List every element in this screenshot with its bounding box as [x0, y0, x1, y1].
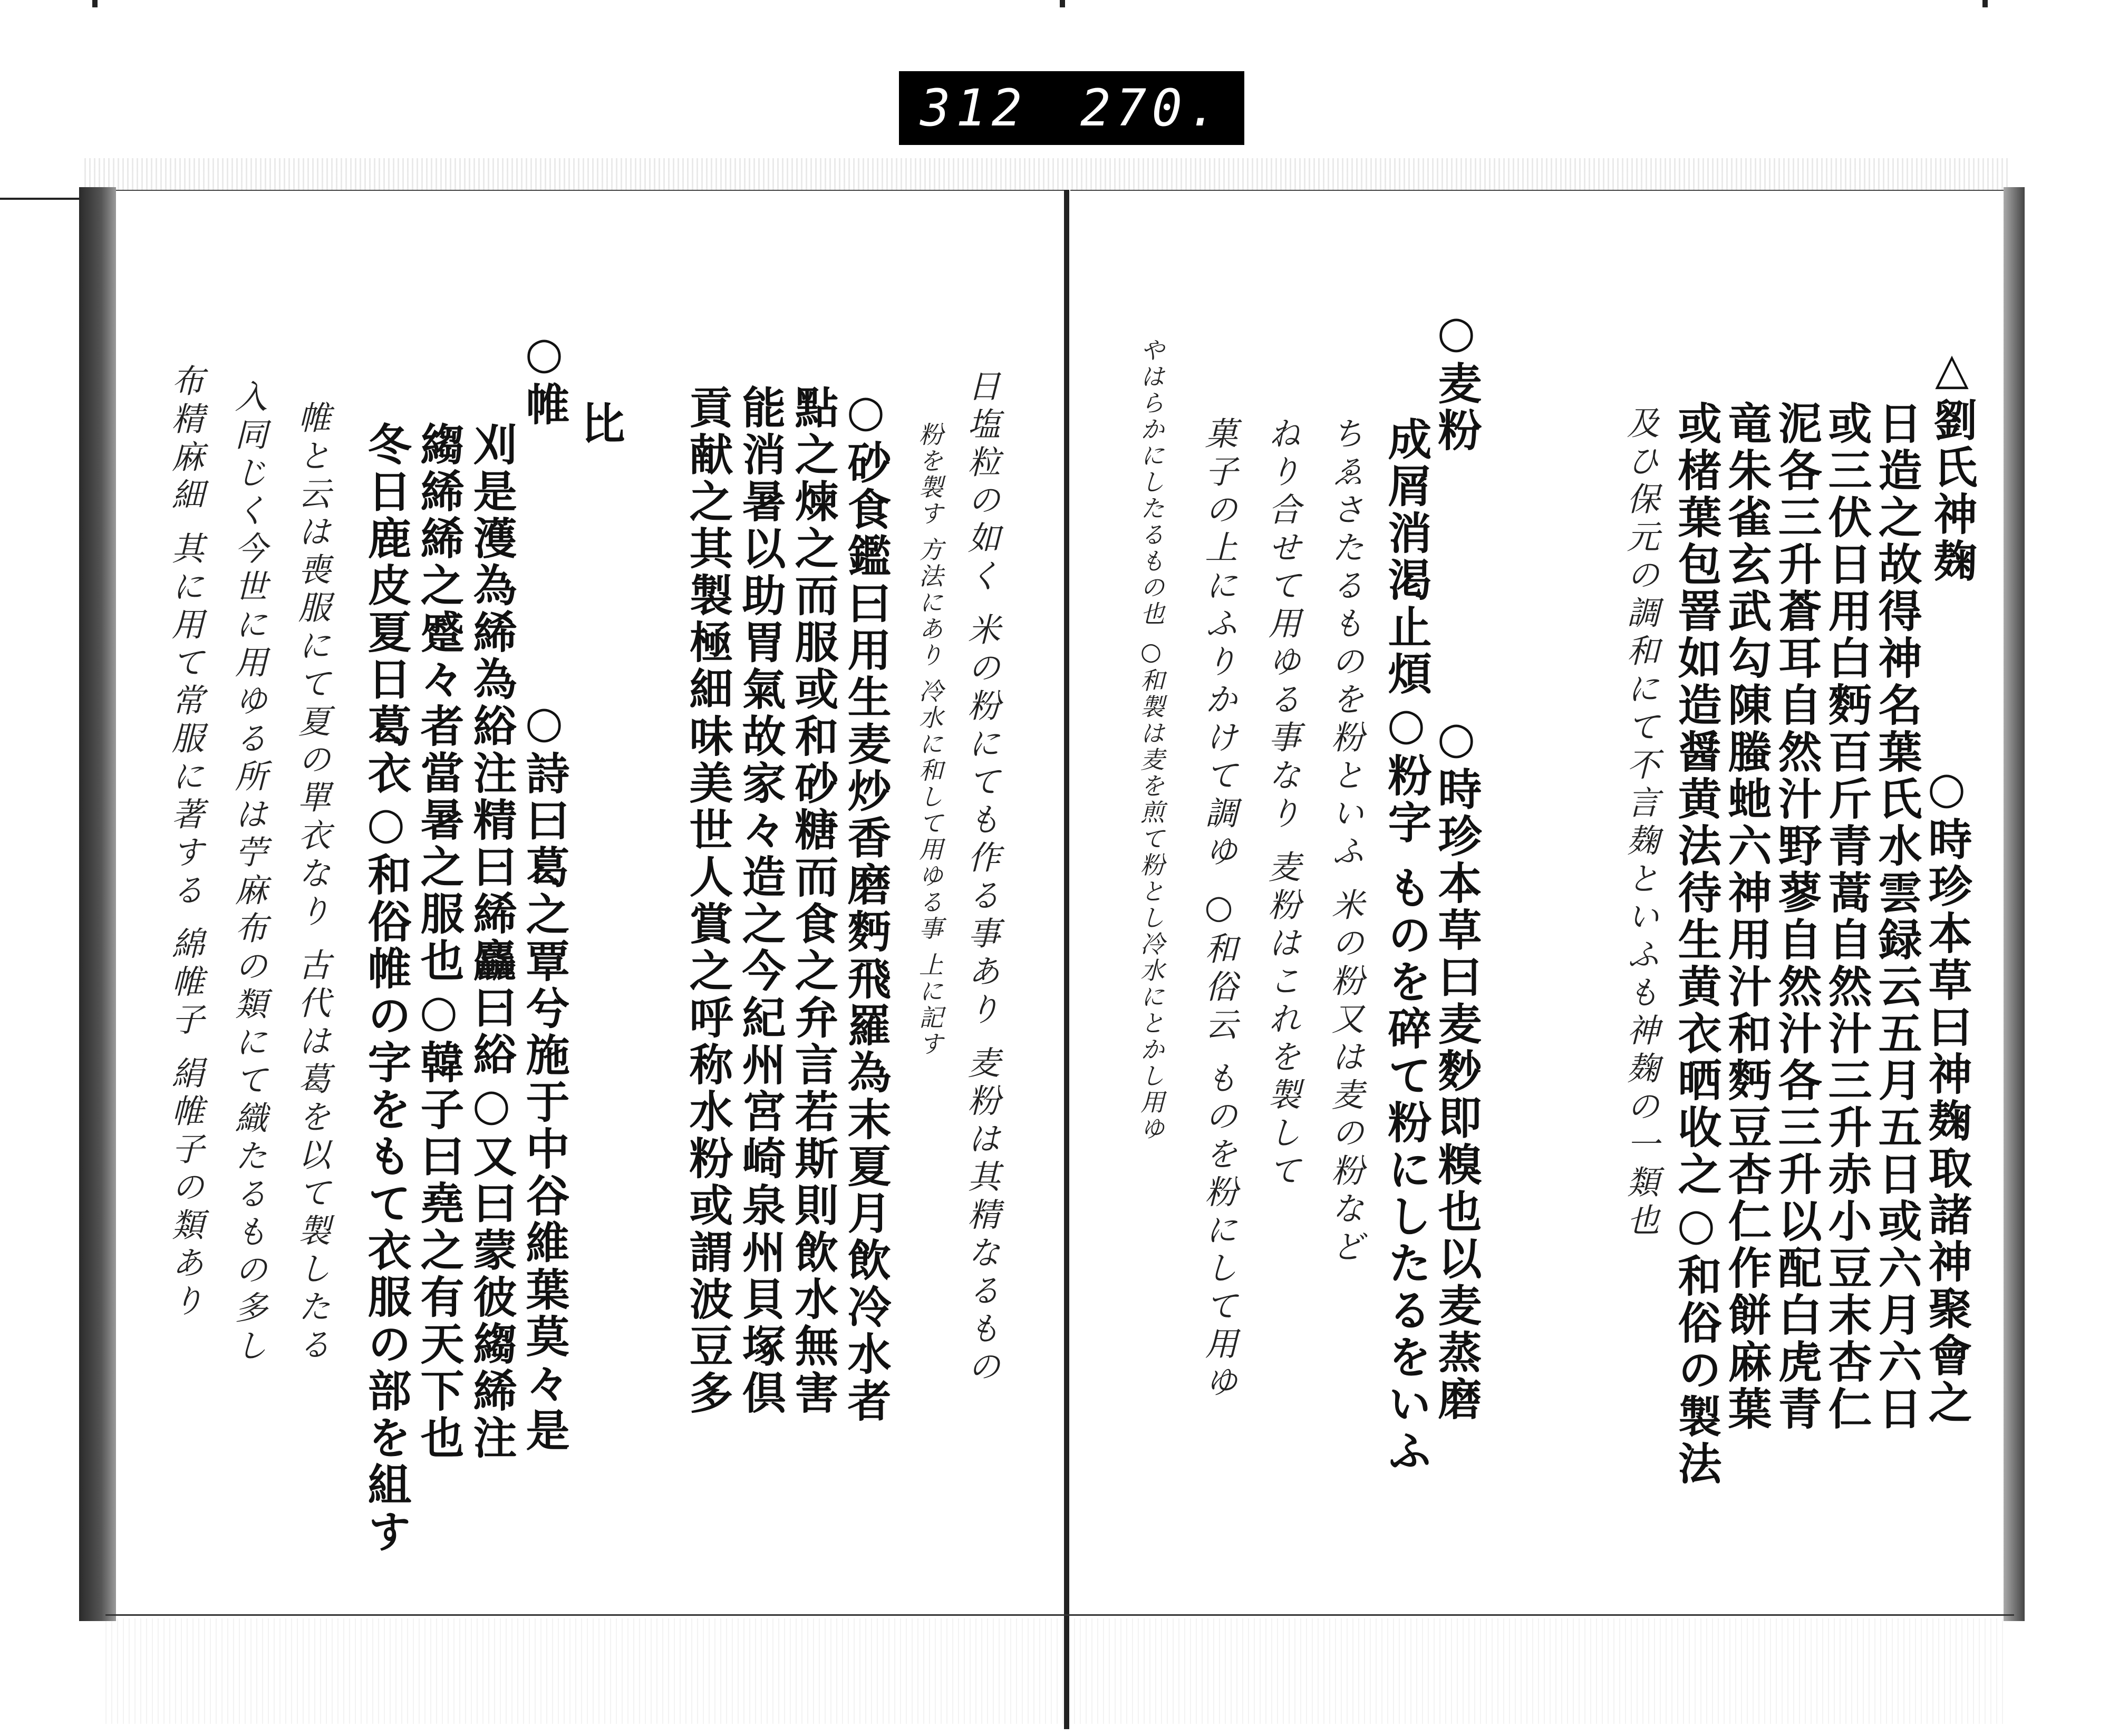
left-column: ○詩曰葛之覃兮施于中谷維葉莫々是 — [518, 696, 570, 1454]
left-column: 能消暑以助胃氣故家々造之今紀州宮崎泉州貝塚倶 — [734, 385, 786, 1417]
right-column: ○時珍本草曰麦麨即糗也以麦蒸磨 — [1430, 712, 1482, 1423]
right-column: 菓子の上にふりかけて調ゆ ○和俗云 ものを粉にして用ゆ — [1199, 416, 1238, 1403]
book-edge-right — [2004, 187, 2025, 1621]
page-shadow-bottom — [105, 1618, 2004, 1724]
right-column: ちゑさたるものを粉といふ 米の粉又は麦の粉など — [1326, 416, 1365, 1267]
left-heading-right: 比 — [574, 401, 625, 448]
right-column: ○時珍本草曰神麹取諸神聚會之 — [1921, 762, 1972, 1427]
right-column: 成屑消渇止煩○粉字 ものを碎て粉にしたるをいふ — [1380, 416, 1432, 1475]
left-heading: ○帷 — [518, 327, 570, 429]
right-column: 及ひ保元の調和にて不言麹といふも神麹の一類也 — [1621, 406, 1660, 1241]
right-column: ねり合せて用ゆる事なり 麦粉はこれを製して — [1263, 416, 1301, 1191]
left-column: 貢献之其製極細味美世人賞之呼称水粉或謂波豆多 — [682, 385, 733, 1417]
left-column: 布精麻細 其に用て常服に著する 綿帷子 絹帷子の類あり — [166, 364, 205, 1322]
left-note-column: 粉を製す 方法にあり 冷水に和して用ゆる事 上に記す — [915, 422, 944, 1058]
book-gutter — [1064, 190, 1069, 1729]
right-column: 泥各三升蒼耳自然汁野蓼自然汁各三升以配白虎青 — [1771, 401, 1822, 1433]
left-column: 冬日鹿皮夏日葛衣○和俗帷の字をもて衣服の部を組す — [360, 422, 412, 1556]
right-heading: △劉氏神麹 — [1926, 343, 1978, 585]
bottom-rule — [105, 1614, 2014, 1616]
right-column: 竜朱雀玄武勾陳螣虵六神用汁和麪豆杏仁作餅麻葉 — [1720, 401, 1772, 1433]
top-edge-mark — [1060, 0, 1065, 7]
left-column: 縐絺絺之蹙々者當暑之服也○韓子曰堯之有天下也 — [413, 422, 465, 1462]
left-column: 點之煉之而服或和砂糖而食之弁言若斯則飲水無害 — [787, 385, 839, 1417]
right-column: 或楮葉包罯如造醤黄法待生黄衣晒收之○和俗の製法 — [1670, 401, 1722, 1488]
right-column: やはらかにしたるもの也 ○和製は麦を煎て粉とし冷水にとかし用ゆ — [1137, 337, 1165, 1142]
right-column: 日造之故得神名葉氏水雲録云五月五日或六月六日 — [1871, 401, 1922, 1433]
frame-counter-right: 270. — [1080, 79, 1223, 138]
left-note-column: 日塩粒の如く 米の粉にても作る事あり 麦粉は其精なるもの — [962, 369, 1001, 1388]
left-column: 刈是濩為絺為綌注精曰絺麤曰綌○又曰蒙彼縐絺注 — [466, 422, 517, 1462]
left-column: ○砂食鑑曰用生麦炒香磨麪飛羅為末夏月飲冷水者 — [840, 385, 892, 1425]
right-column: 或三伏日用白麪百斤青蒿自然汁三升赤小豆末杏仁 — [1821, 401, 1872, 1433]
frame-counter-left: 312 — [920, 79, 1028, 138]
book-edge-left — [79, 187, 116, 1621]
right-heading-2: ○麦粉 — [1430, 306, 1482, 454]
top-edge-mark — [1982, 0, 1988, 7]
top-edge-mark — [92, 0, 98, 7]
frame-counter — [899, 71, 1244, 145]
left-column: 帷と云は喪服にて夏の單衣なり 古代は葛を以て製したる — [293, 401, 331, 1365]
left-column: 入同じく今世に用ゆる所は苧麻布の類にて織たるもの多し — [229, 380, 268, 1366]
